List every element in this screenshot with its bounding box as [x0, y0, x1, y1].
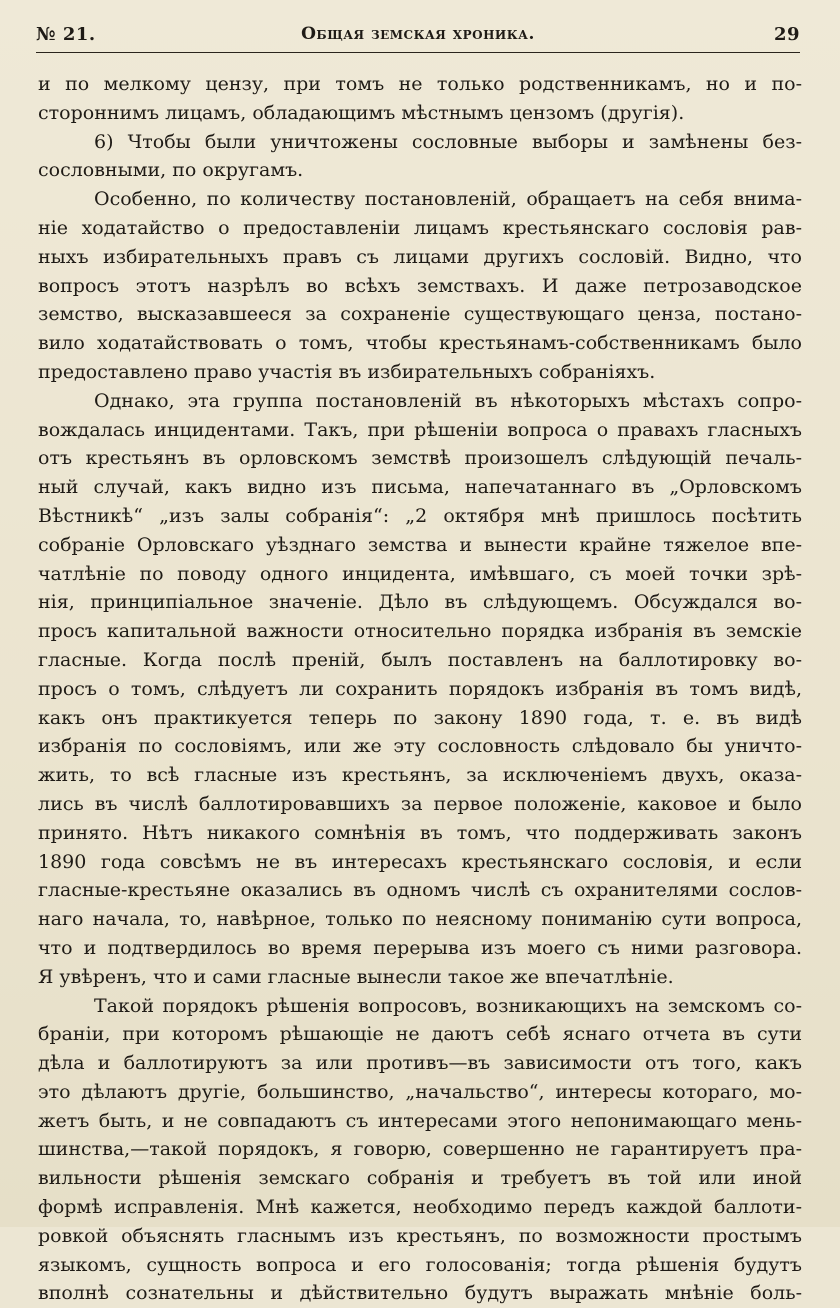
text-line: Я увѣренъ, что и сами гласные вынесли такое же впечатлѣніе.: [38, 965, 674, 988]
text-line: браніи, при которомъ рѣшающіе не даютъ себѣ яснаго отчета въ сути: [38, 1023, 802, 1046]
text-line: ніе ходатайство о предоставленіи лицамъ крестьянскаго сословія рав-: [38, 216, 802, 239]
text-line: жетъ быть, и не совпадаютъ съ интересами этого непонимающаго мень-: [38, 1109, 802, 1132]
section-title: Общая земская хроника.: [301, 24, 535, 44]
text-line: сословными, по округамъ.: [38, 159, 304, 182]
text-line: отъ крестьянъ въ орловскомъ земствѣ произошелъ слѣдующій печаль-: [38, 447, 802, 470]
text-line: принято. Нѣтъ никакого сомнѣнія въ томъ, что поддерживать законъ: [38, 821, 802, 844]
text-line: стороннимъ лицамъ, обладающимъ мѣстнымъ цензомъ (другія).: [38, 101, 685, 124]
text-line: языкомъ, сущность вопроса и его голосованія; тогда рѣшенія будутъ: [38, 1253, 802, 1276]
text-line: это дѣлаютъ другіе, большинство, „начальство“, интересы котораго, мо-: [38, 1080, 802, 1103]
text-line: какъ онъ практикуется теперь по закону 1890 года, т. е. въ видѣ: [38, 706, 802, 729]
page-number: 29: [773, 24, 800, 45]
text-line: ный случай, какъ видно изъ письма, напечатаннаго въ „Орловскомъ: [38, 476, 802, 499]
text-line: вполнѣ сознательны и дѣйствительно будутъ выражать мнѣніе боль-: [38, 1282, 802, 1305]
text-line: гласные-крестьяне оказались въ одномъ числѣ съ охранителями сослов-: [38, 879, 802, 902]
text-line: просъ капитальной важности относительно порядка избранія въ земскіе: [38, 620, 802, 643]
text-line: собраніе Орловскаго уѣзднаго земства и вынести крайне тяжелое впе-: [38, 533, 802, 556]
text-line: вило ходатайствовать о томъ, чтобы крестьянамъ-собственникамъ было: [38, 332, 802, 355]
text-line: дѣла и баллотируютъ за или противъ—въ зависимости отъ того, какъ: [38, 1052, 802, 1075]
article-body: [38, 70, 802, 1308]
text-line: Вѣстникѣ“ „изъ залы собранія“: „2 октября мнѣ пришлось посѣтить: [38, 504, 802, 527]
text-line: лись въ числѣ баллотировавшихъ за первое положеніе, каковое и было: [38, 792, 802, 815]
page-header: [36, 22, 800, 53]
text-line: просъ о томъ, слѣдуетъ ли сохранить порядокъ избранія въ томъ видѣ,: [38, 677, 802, 700]
text-line: 1890 года совсѣмъ не въ интересахъ крестьянскаго сословія, и если: [38, 850, 802, 873]
text-line: и по мелкому цензу, при томъ не только родственникамъ, но и по-: [38, 73, 802, 95]
text-line: нія, принципіальное значеніе. Дѣло въ слѣдующемъ. Обсуждался во-: [38, 591, 802, 614]
text-line: чатлѣніе по поводу одного инцидента, имѣвшаго, съ моей точки зрѣ-: [38, 562, 802, 585]
text-line: вильности рѣшенія земскаго собранія и требуетъ въ той или иной: [38, 1167, 802, 1190]
text-line: предоставлено право участія въ избирательныхъ собраніяхъ.: [38, 360, 656, 383]
text-line: гласные. Когда послѣ преній, былъ поставленъ на баллотировку во-: [38, 648, 802, 671]
text-line: что и подтвердилось во время перерыва изъ моего съ ними разговора.: [38, 936, 802, 959]
text-line: Однако, эта группа постановленій въ нѣкоторыхъ мѣстахъ сопро-: [94, 389, 802, 412]
issue-number: № 21.: [36, 24, 96, 45]
text-line: формѣ исправленія. Мнѣ кажется, необходимо передъ каждой баллоти-: [38, 1196, 802, 1219]
text-line: ровкой объяснять гласнымъ изъ крестьянъ, по возможности простымъ: [38, 1224, 802, 1247]
text-line: наго начала, то, навѣрное, только по неясному пониманію сути вопроса,: [38, 908, 802, 931]
text-line: избранія по сословіямъ, или же эту сословность слѣдовало бы уничто-: [38, 735, 802, 758]
text-line: ныхъ избирательныхъ правъ съ лицами другихъ сословій. Видно, что: [38, 245, 802, 268]
text-line: Особенно, по количеству постановленій, обращаетъ на себя внима-: [94, 188, 802, 211]
text-line: вождалась инцидентами. Такъ, при рѣшеніи вопроса о правахъ гласныхъ: [38, 418, 802, 441]
text-line: вопросъ этотъ назрѣлъ во всѣхъ земствахъ. И даже петрозаводское: [38, 274, 802, 297]
text-line: шинства,—такой порядокъ, я говорю, совершенно не гарантируетъ пра-: [38, 1138, 802, 1161]
text-line: 6) Чтобы были уничтожены сословные выборы и замѣнены без-: [94, 130, 802, 153]
text-line: жить, то всѣ гласные изъ крестьянъ, за исключеніемъ двухъ, оказа-: [38, 764, 802, 787]
text-line: земство, высказавшееся за сохраненіе существующаго ценза, постано-: [38, 303, 802, 326]
text-line: Такой порядокъ рѣшенія вопросовъ, возникающихъ на земскомъ со-: [94, 994, 802, 1017]
